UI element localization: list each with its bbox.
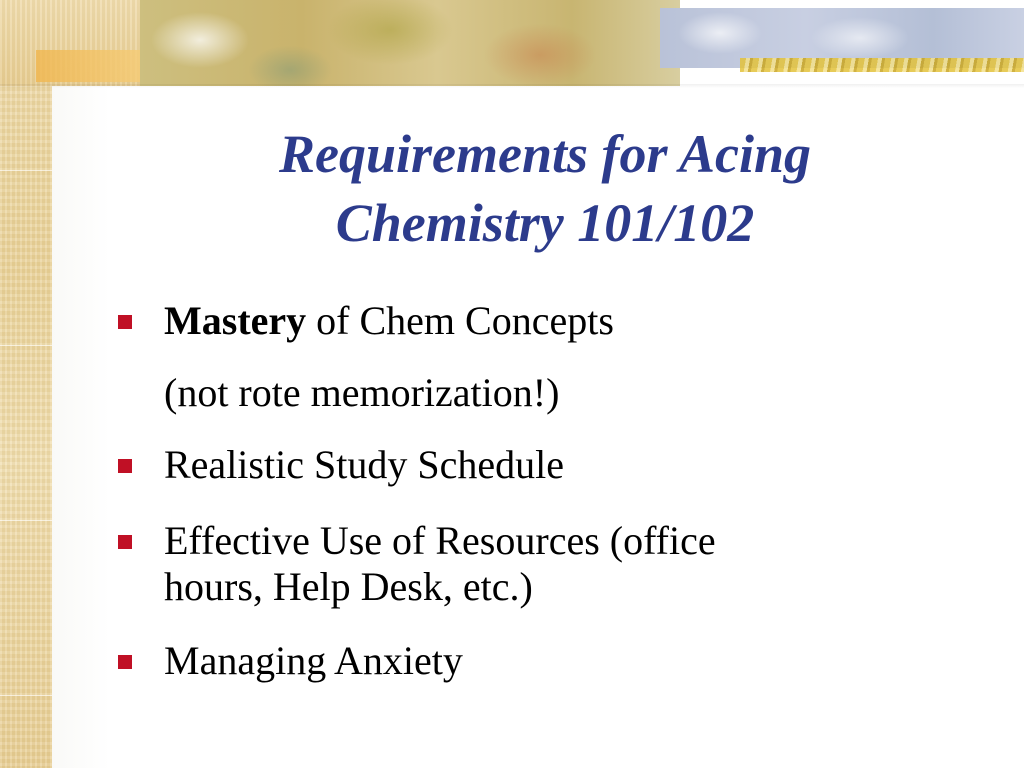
title-line-2: Chemistry 101/102 (335, 193, 755, 253)
bullet-bold-term: Mastery (164, 298, 307, 343)
bullet-rest-text: of Chem Concepts (306, 298, 614, 343)
strip-seam (0, 345, 52, 346)
square-bullet-icon (118, 315, 132, 329)
bullet-item-resources (112, 518, 912, 610)
bullet-item-anxiety (112, 638, 912, 684)
bullet-sub-line: (not rote memorization!) (164, 370, 560, 415)
bullet-item-schedule (112, 442, 912, 488)
slide-title (150, 120, 940, 258)
band-leaves-image (140, 0, 680, 86)
square-bullet-icon (118, 655, 132, 669)
square-bullet-icon (118, 535, 132, 549)
parchment-strip-decoration (0, 0, 52, 768)
bullet-text: Realistic Study Schedule (164, 442, 564, 487)
bullet-list (112, 298, 912, 684)
strip-seam (0, 170, 52, 171)
bullet-item-mastery (112, 298, 912, 416)
top-decorative-band (0, 0, 1024, 86)
bullet-text: Managing Anxiety (164, 638, 463, 683)
strip-seam (0, 520, 52, 521)
bullet-text-line-2: hours, Help Desk, etc.) (164, 564, 533, 609)
square-bullet-icon (118, 459, 132, 473)
band-orange-swoosh (36, 50, 156, 82)
strip-seam (0, 695, 52, 696)
bullet-text (164, 298, 912, 344)
band-gold-stripe (740, 58, 1024, 72)
title-line-1: Requirements for Acing (278, 124, 812, 184)
band-shadow (0, 84, 1024, 88)
bullet-text-line-1: Effective Use of Resources (office (164, 518, 716, 563)
